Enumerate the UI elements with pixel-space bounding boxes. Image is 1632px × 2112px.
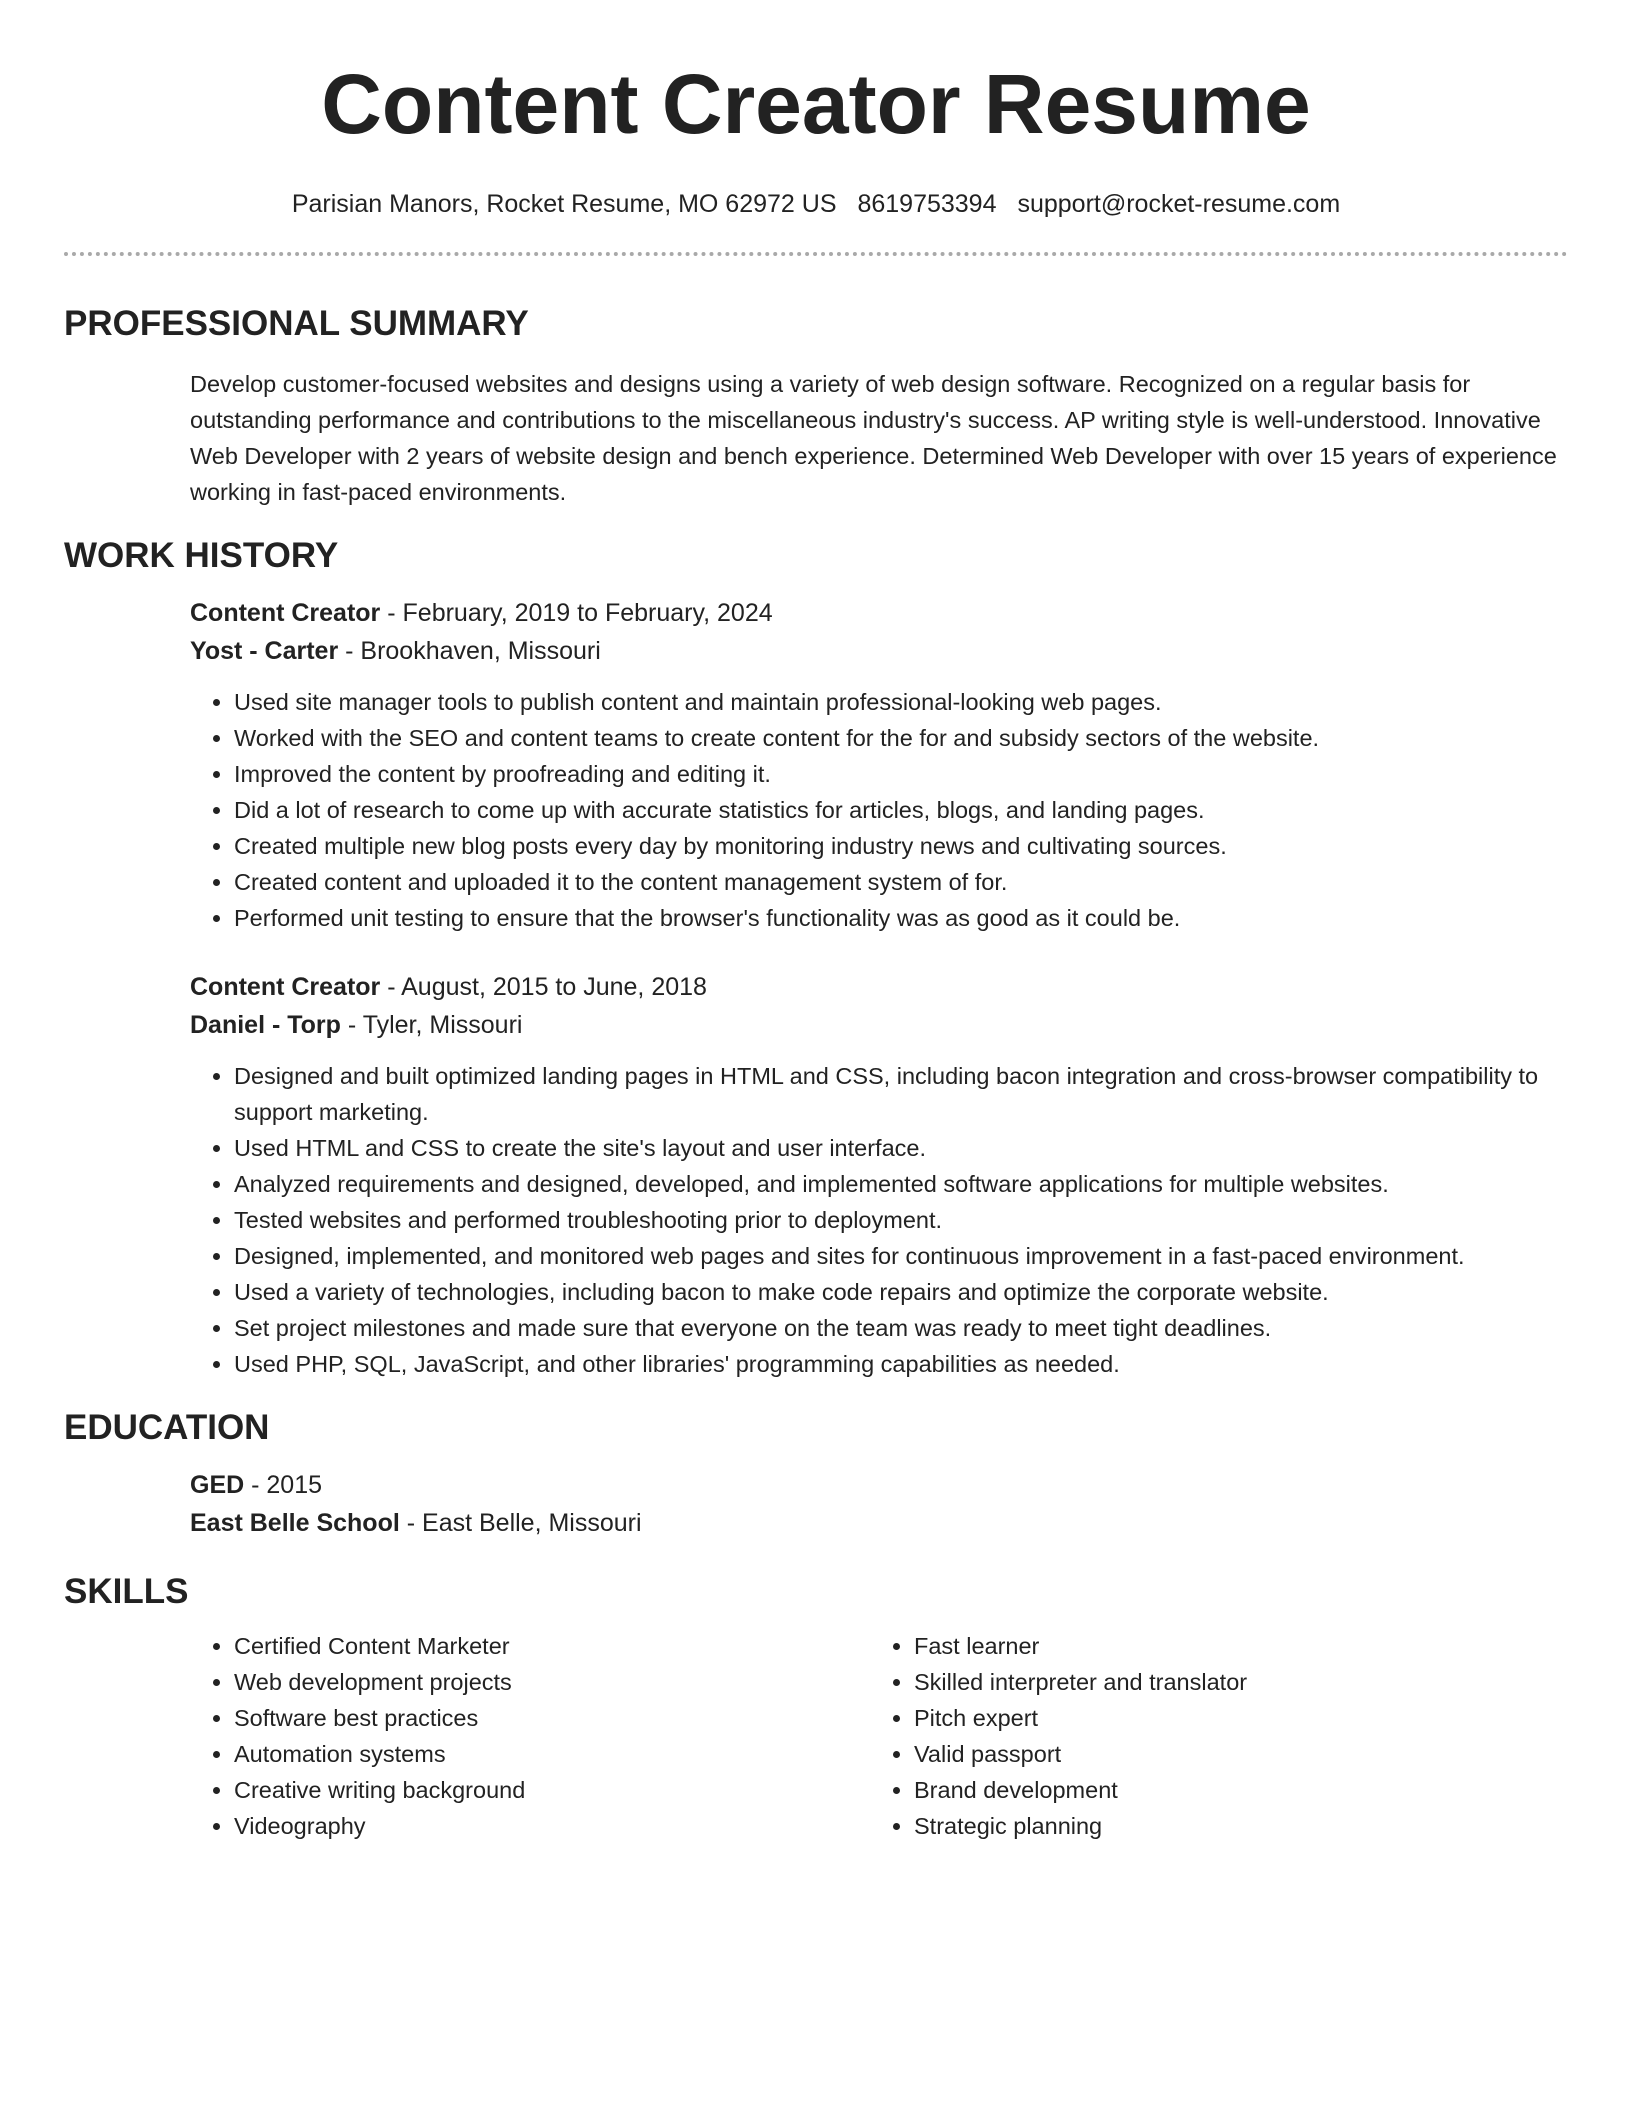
contact-email: support@rocket-resume.com: [1017, 190, 1341, 218]
education-year: - 2015: [244, 1471, 323, 1499]
job-entry: [190, 968, 1568, 1382]
list-item: • Automation systems: [234, 1736, 870, 1772]
education-entry: [190, 1466, 1568, 1542]
list-item: • Used HTML and CSS to create the site's layout and user interface.: [234, 1130, 1568, 1166]
job-location: - Brookhaven, Missouri: [338, 637, 601, 665]
list-item: • Valid passport: [914, 1736, 1550, 1772]
resume-header: [64, 0, 1568, 220]
job-dates: - August, 2015 to June, 2018: [380, 973, 707, 1001]
list-item: • Created content and uploaded it to the content management system of for.: [234, 864, 1568, 900]
list-item: • Web development projects: [234, 1664, 870, 1700]
education-section: [64, 1406, 1568, 1542]
list-item: • Used site manager tools to publish content and maintain professional-looking web pages.: [234, 684, 1568, 720]
list-item: • Designed and built optimized landing pages in HTML and CSS, including bacon integration and cross-browser compatibility to support marketing.: [234, 1058, 1568, 1130]
education-heading: EDUCATION: [64, 1408, 270, 1447]
job-bullets: [190, 684, 1568, 936]
work-section: [64, 534, 1568, 1382]
list-item: • Improved the content by proofreading and editing it.: [234, 756, 1568, 792]
list-item: • Analyzed requirements and designed, developed, and implemented software applications for multiple websites.: [234, 1166, 1568, 1202]
list-item: • Fast learner: [914, 1628, 1550, 1664]
skills-column-left: [190, 1628, 870, 1844]
education-location: - East Belle, Missouri: [399, 1509, 642, 1537]
skills-section: [64, 1570, 1568, 1844]
job-company: Daniel - Torp: [190, 1011, 341, 1039]
job-title-line: [190, 594, 1568, 632]
contact-line: [64, 188, 1568, 220]
summary-text: Develop customer-focused websites and designs using a variety of web design software. Recognized on a regular basis for outstanding performance and contributions to the miscellaneous industry's success. AP writing style is well-understood. Innovative Web Developer with 2 years of website design and bench experience. Determined Web Developer with over 15 years of experience working in fast-paced environments.: [190, 371, 1557, 505]
job-company-line: [190, 1006, 1568, 1044]
job-bullets: [190, 1058, 1568, 1382]
resume-title: Content Creator Resume: [321, 57, 1311, 151]
list-item: • Designed, implemented, and monitored web pages and sites for continuous improvement in a fast-paced environment.: [234, 1238, 1568, 1274]
job-title: Content Creator: [190, 973, 381, 1001]
job-company-line: [190, 632, 1568, 670]
list-item: • Brand development: [914, 1772, 1550, 1808]
skills-list-left: [190, 1628, 870, 1844]
list-item: • Software best practices: [234, 1700, 870, 1736]
education-degree-line: [190, 1466, 1568, 1504]
list-item: • Set project milestones and made sure that everyone on the team was ready to meet tight deadlines.: [234, 1310, 1568, 1346]
skills-list-right: [870, 1628, 1550, 1844]
skills-grid: [190, 1628, 1568, 1844]
list-item: • Performed unit testing to ensure that the browser's functionality was as good as it could be.: [234, 900, 1568, 936]
job-entry: [190, 594, 1568, 936]
contact-address: Parisian Manors, Rocket Resume, MO 62972 US: [291, 190, 837, 218]
list-item: • Tested websites and performed troubleshooting prior to deployment.: [234, 1202, 1568, 1238]
skills-column-right: [870, 1628, 1550, 1844]
job-title: Content Creator: [190, 599, 381, 627]
list-item: • Videography: [234, 1808, 870, 1844]
list-item: • Used a variety of technologies, including bacon to make code repairs and optimize the corporate website.: [234, 1274, 1568, 1310]
job-company: Yost - Carter: [190, 637, 339, 665]
education-degree: GED: [190, 1471, 245, 1499]
job-dates: - February, 2019 to February, 2024: [380, 599, 773, 627]
summary-heading: PROFESSIONAL SUMMARY: [64, 304, 529, 343]
list-item: • Skilled interpreter and translator: [914, 1664, 1550, 1700]
work-heading: WORK HISTORY: [64, 536, 339, 575]
list-item: • Pitch expert: [914, 1700, 1550, 1736]
education-school-line: [190, 1504, 1568, 1542]
job-location: - Tyler, Missouri: [340, 1011, 523, 1039]
list-item: • Certified Content Marketer: [234, 1628, 870, 1664]
list-item: • Worked with the SEO and content teams to create content for the for and subsidy sectors of the website.: [234, 720, 1568, 756]
header-divider: [64, 252, 1568, 256]
list-item: • Creative writing background: [234, 1772, 870, 1808]
contact-phone: 8619753394: [857, 190, 997, 218]
skills-heading: SKILLS: [64, 1572, 189, 1611]
education-school: East Belle School: [190, 1509, 400, 1537]
job-title-line: [190, 968, 1568, 1006]
list-item: • Used PHP, SQL, JavaScript, and other libraries' programming capabilities as needed.: [234, 1346, 1568, 1382]
summary-section: [64, 302, 1568, 510]
list-item: • Did a lot of research to come up with accurate statistics for articles, blogs, and landing pages.: [234, 792, 1568, 828]
summary-body: [190, 366, 1568, 510]
list-item: • Strategic planning: [914, 1808, 1550, 1844]
list-item: • Created multiple new blog posts every day by monitoring industry news and cultivating sources.: [234, 828, 1568, 864]
